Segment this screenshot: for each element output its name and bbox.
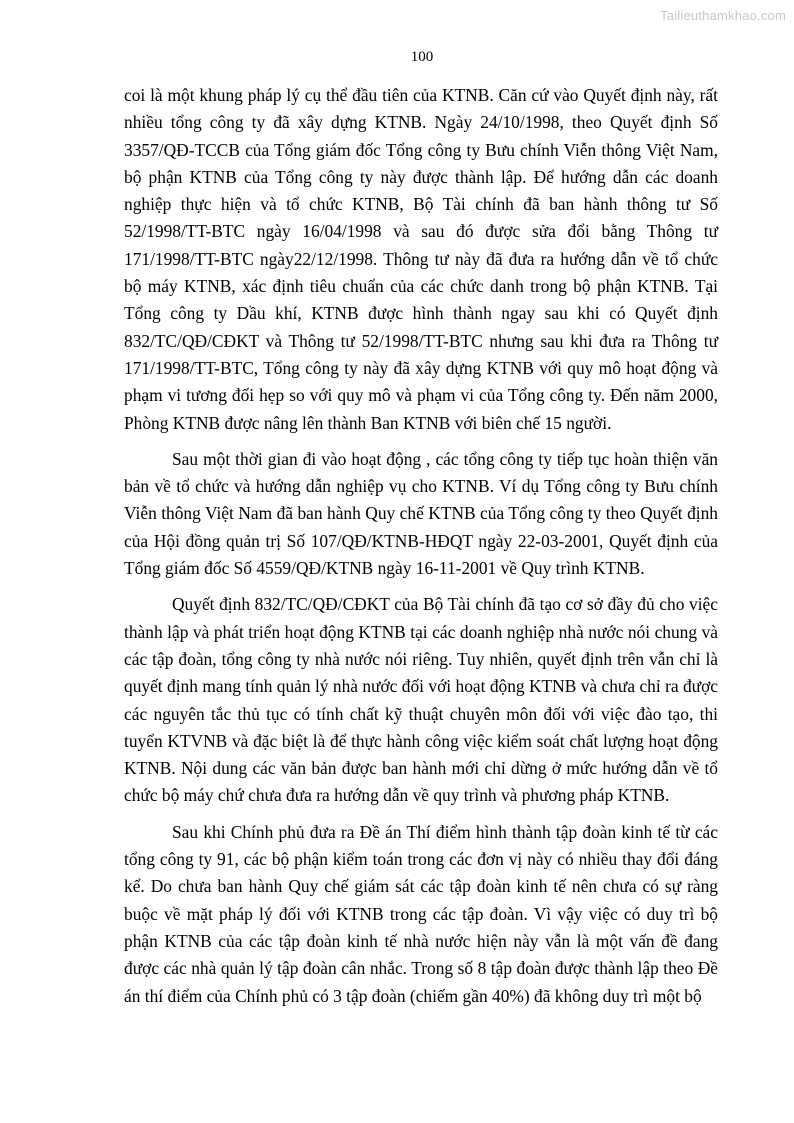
watermark: Tailieuthamkhao.com bbox=[660, 8, 786, 23]
paragraph-1: coi là một khung pháp lý cụ thể đầu tiên của KTNB. Căn cứ vào Quyết định này, rất nhiều tổng công ty đã xây dựng KTNB. Ngày 24/10/1998, theo Quyết định Số 3357/QĐ-TCCB của Tổng giám đốc Tổng công ty Bưu chính Viễn thông Việt Nam, bộ phận KTNB của Tổng công ty này được thành lập. Để hướng dẫn các doanh nghiệp thực hiện và tổ chức KTNB, Bộ Tài chính đã ban hành thông tư Số 52/1998/TT-BTC ngày 16/04/1998 và sau đó được sửa đổi bằng Thông tư 171/1998/TT-BTC ngày22/12/1998. Thông tư này đã đưa ra hướng dẫn về tổ chức bộ máy KTNB, xác định tiêu chuẩn của các chức danh trong bộ phận KTNB. Tại Tổng công ty Dầu khí, KTNB được hình thành ngay sau khi có Quyết định 832/TC/QĐ/CĐKT và Thông tư 52/1998/TT-BTC nhưng sau khi đưa ra Thông tư 171/1998/TT-BTC, Tổng công ty này đã xây dựng KTNB với quy mô hoạt động và phạm vi tương đối hẹp so với quy mô và phạm vi của Tổng công ty. Đến năm 2000, Phòng KTNB được nâng lên thành Ban KTNB với biên chế 15 người. bbox=[124, 85, 718, 433]
body-text bbox=[124, 82, 718, 1010]
paragraph-4: Sau khi Chính phủ đưa ra Đề án Thí điểm hình thành tập đoàn kinh tế từ các tổng công ty 91, các bộ phận kiểm toán trong các đơn vị này có nhiều thay đổi đáng kể. Do chưa ban hành Quy chế giám sát các tập đoàn kinh tế nên chưa có sự ràng buộc về mặt pháp lý đối với KTNB trong các tập đoàn. Vì vậy việc có duy trì bộ phận KTNB của các tập đoàn kinh tế nhà nước hiện này vẫn là một vấn đề đang được các nhà quản lý tập đoàn cân nhắc. Trong số 8 tập đoàn được thành lập theo Đề án thí điểm của Chính phủ có 3 tập đoàn (chiếm gần 40%) đã không duy trì một bộ bbox=[124, 821, 718, 1006]
page-number: 100 bbox=[410, 49, 434, 65]
paragraph-3: Quyết định 832/TC/QĐ/CĐKT của Bộ Tài chính đã tạo cơ sở đầy đủ cho việc thành lập và phát triển hoạt động KTNB tại các doanh nghiệp nhà nước nói chung và các tập đoàn, tổng công ty nhà nước nói riêng. Tuy nhiên, quyết định trên vẫn chỉ là quyết định mang tính quản lý nhà nước đối với hoạt động KTNB và chưa chỉ ra được các nguyên tắc thủ tục có tính chất kỹ thuật chuyên môn đối với việc đào tạo, thi tuyển KTVNB và đặc biệt là để thực hành công việc kiểm soát chất lượng hoạt động KTNB. Nội dung các văn bản được ban hành mới chỉ dừng ở mức hướng dẫn về tổ chức bộ máy chứ chưa đưa ra hướng dẫn về quy trình và phương pháp KTNB. bbox=[124, 594, 718, 806]
paragraph-2: Sau một thời gian đi vào hoạt động , các tổng công ty tiếp tục hoàn thiện văn bản về tổ chức và hướng dẫn nghiệp vụ cho KTNB. Ví dụ Tổng công ty Bưu chính Viễn thông Việt Nam đã ban hành Quy chế KTNB của Tổng công ty theo Quyết định của Hội đồng quản trị Số 107/QĐ/KTNB-HĐQT ngày 22-03-2001, Quyết định của Tổng giám đốc Số 4559/QĐ/KTNB ngày 16-11-2001 về Quy trình KTNB. bbox=[124, 448, 718, 579]
